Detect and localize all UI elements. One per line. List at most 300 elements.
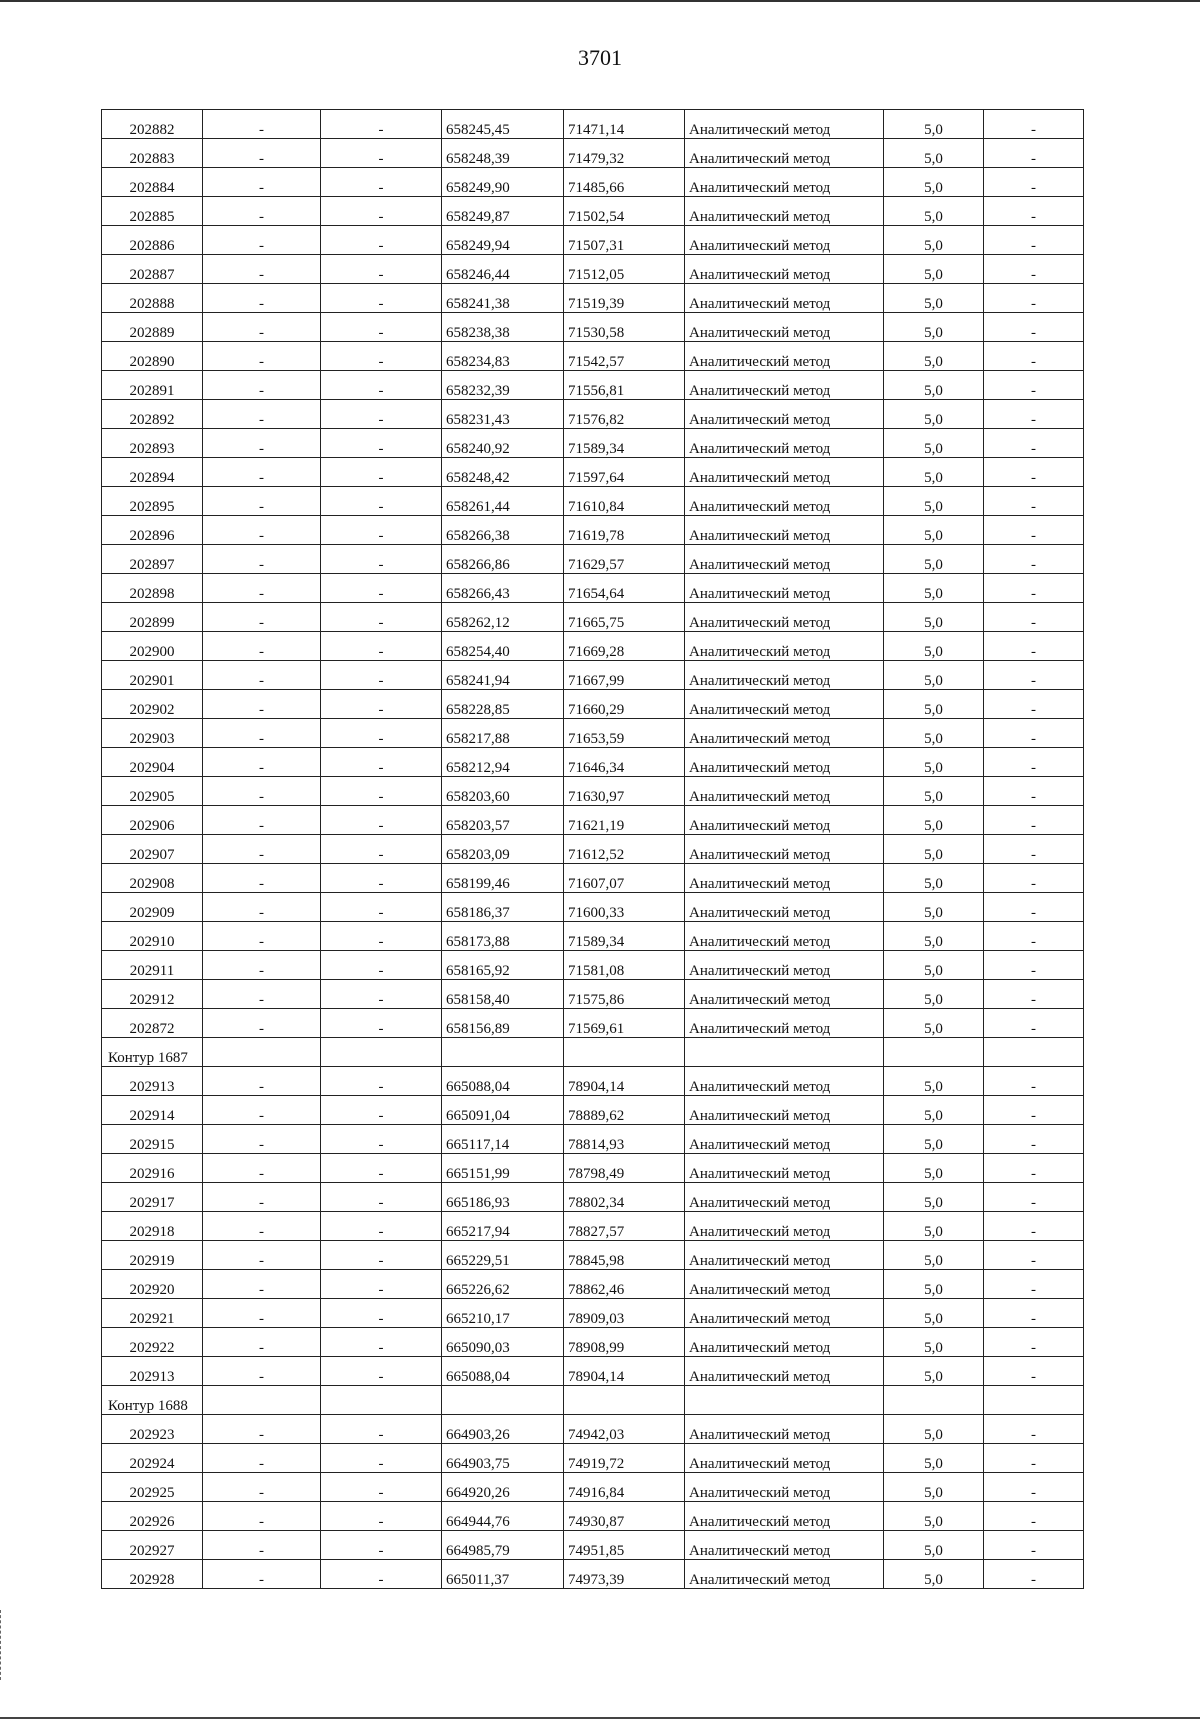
empty-cell (442, 1386, 564, 1415)
old-x-cell: - (203, 980, 321, 1009)
old-x-cell: - (203, 197, 321, 226)
contour-header-row (102, 1386, 1084, 1415)
old-y-cell: - (321, 1444, 442, 1473)
old-y-cell: - (321, 632, 442, 661)
old-x-cell: - (203, 1067, 321, 1096)
new-x-cell: 658203,09 (442, 835, 564, 864)
page-number: 3701 (578, 45, 622, 70)
new-y-cell: 71485,66 (564, 168, 685, 197)
description-cell: - (984, 110, 1084, 139)
accuracy-cell: 5,0 (884, 1473, 984, 1502)
table-row (102, 864, 1084, 893)
description-cell: - (984, 139, 1084, 168)
old-y-cell: - (321, 458, 442, 487)
old-x-cell: - (203, 226, 321, 255)
accuracy-cell: 5,0 (884, 1096, 984, 1125)
method-cell: Аналитический метод (685, 574, 884, 603)
point-number-cell: 202894 (102, 458, 203, 487)
point-number-cell: 202924 (102, 1444, 203, 1473)
old-x-cell: - (203, 1415, 321, 1444)
old-x-cell: - (203, 487, 321, 516)
new-y-cell: 71667,99 (564, 661, 685, 690)
description-cell: - (984, 1415, 1084, 1444)
description-cell: - (984, 719, 1084, 748)
accuracy-cell: 5,0 (884, 1183, 984, 1212)
point-number-cell: 202907 (102, 835, 203, 864)
method-cell: Аналитический метод (685, 1328, 884, 1357)
old-y-cell: - (321, 1299, 442, 1328)
new-y-cell: 71542,57 (564, 342, 685, 371)
old-x-cell: - (203, 1444, 321, 1473)
new-y-cell: 74942,03 (564, 1415, 685, 1444)
new-y-cell: 71581,08 (564, 951, 685, 980)
description-cell: - (984, 1444, 1084, 1473)
new-x-cell: 664903,75 (442, 1444, 564, 1473)
accuracy-cell: 5,0 (884, 458, 984, 487)
table-row (102, 1183, 1084, 1212)
new-y-cell: 78908,99 (564, 1328, 685, 1357)
method-cell: Аналитический метод (685, 1067, 884, 1096)
new-x-cell: 658173,88 (442, 922, 564, 951)
old-x-cell: - (203, 1125, 321, 1154)
point-number-cell: 202896 (102, 516, 203, 545)
old-y-cell: - (321, 661, 442, 690)
new-y-cell: 78862,46 (564, 1270, 685, 1299)
new-y-cell: 71630,97 (564, 777, 685, 806)
new-y-cell: 78802,34 (564, 1183, 685, 1212)
new-x-cell: 665229,51 (442, 1241, 564, 1270)
old-y-cell: - (321, 603, 442, 632)
method-cell: Аналитический метод (685, 458, 884, 487)
old-x-cell: - (203, 922, 321, 951)
description-cell: - (984, 1502, 1084, 1531)
point-number-cell: 202888 (102, 284, 203, 313)
table-row (102, 110, 1084, 139)
new-x-cell: 658217,88 (442, 719, 564, 748)
table-row (102, 1009, 1084, 1038)
old-y-cell: - (321, 429, 442, 458)
empty-cell (203, 1038, 321, 1067)
new-x-cell: 658249,87 (442, 197, 564, 226)
description-cell: - (984, 806, 1084, 835)
table-row (102, 922, 1084, 951)
method-cell: Аналитический метод (685, 284, 884, 313)
table-row (102, 545, 1084, 574)
old-y-cell: - (321, 1241, 442, 1270)
description-cell: - (984, 1096, 1084, 1125)
new-x-cell: 658165,92 (442, 951, 564, 980)
point-number-cell: 202909 (102, 893, 203, 922)
table-row (102, 342, 1084, 371)
accuracy-cell: 5,0 (884, 574, 984, 603)
accuracy-cell: 5,0 (884, 1560, 984, 1589)
method-cell: Аналитический метод (685, 719, 884, 748)
table-row (102, 1444, 1084, 1473)
accuracy-cell: 5,0 (884, 139, 984, 168)
description-cell: - (984, 690, 1084, 719)
old-y-cell: - (321, 1067, 442, 1096)
description-cell: - (984, 400, 1084, 429)
old-y-cell: - (321, 110, 442, 139)
accuracy-cell: 5,0 (884, 1009, 984, 1038)
old-y-cell: - (321, 1009, 442, 1038)
old-x-cell: - (203, 429, 321, 458)
new-x-cell: 658234,83 (442, 342, 564, 371)
method-cell: Аналитический метод (685, 1357, 884, 1386)
table-row (102, 777, 1084, 806)
point-number-cell: 202897 (102, 545, 203, 574)
old-y-cell: - (321, 400, 442, 429)
point-number-cell: 202926 (102, 1502, 203, 1531)
accuracy-cell: 5,0 (884, 1067, 984, 1096)
old-x-cell: - (203, 168, 321, 197)
old-x-cell: - (203, 864, 321, 893)
new-x-cell: 658241,94 (442, 661, 564, 690)
accuracy-cell: 5,0 (884, 1357, 984, 1386)
table-row (102, 400, 1084, 429)
accuracy-cell: 5,0 (884, 545, 984, 574)
table-row (102, 748, 1084, 777)
new-y-cell: 78889,62 (564, 1096, 685, 1125)
new-x-cell: 658262,12 (442, 603, 564, 632)
old-x-cell: - (203, 603, 321, 632)
old-x-cell: - (203, 806, 321, 835)
table-row (102, 1125, 1084, 1154)
description-cell: - (984, 1241, 1084, 1270)
old-x-cell: - (203, 777, 321, 806)
new-x-cell: 658249,94 (442, 226, 564, 255)
description-cell: - (984, 1357, 1084, 1386)
new-y-cell: 78814,93 (564, 1125, 685, 1154)
old-x-cell: - (203, 1096, 321, 1125)
new-y-cell: 71576,82 (564, 400, 685, 429)
point-number-cell: 202921 (102, 1299, 203, 1328)
new-y-cell: 71556,81 (564, 371, 685, 400)
table-row (102, 1299, 1084, 1328)
new-x-cell: 658186,37 (442, 893, 564, 922)
method-cell: Аналитический метод (685, 313, 884, 342)
description-cell: - (984, 748, 1084, 777)
old-y-cell: - (321, 1270, 442, 1299)
old-x-cell: - (203, 632, 321, 661)
method-cell: Аналитический метод (685, 632, 884, 661)
accuracy-cell: 5,0 (884, 1270, 984, 1299)
table-row (102, 719, 1084, 748)
table-row (102, 284, 1084, 313)
method-cell: Аналитический метод (685, 603, 884, 632)
accuracy-cell: 5,0 (884, 719, 984, 748)
method-cell: Аналитический метод (685, 400, 884, 429)
old-y-cell: - (321, 719, 442, 748)
point-number-cell: 202915 (102, 1125, 203, 1154)
accuracy-cell: 5,0 (884, 516, 984, 545)
old-x-cell: - (203, 371, 321, 400)
table-row (102, 1473, 1084, 1502)
new-y-cell: 71471,14 (564, 110, 685, 139)
old-y-cell: - (321, 197, 442, 226)
point-number-cell: 202892 (102, 400, 203, 429)
coordinates-table-body (102, 110, 1084, 1589)
old-x-cell: - (203, 313, 321, 342)
accuracy-cell: 5,0 (884, 893, 984, 922)
new-y-cell: 71575,86 (564, 980, 685, 1009)
empty-cell (203, 1386, 321, 1415)
old-x-cell: - (203, 1531, 321, 1560)
new-x-cell: 665091,04 (442, 1096, 564, 1125)
empty-cell (884, 1386, 984, 1415)
point-number-cell: 202906 (102, 806, 203, 835)
description-cell: - (984, 1270, 1084, 1299)
description-cell: - (984, 632, 1084, 661)
new-y-cell: 78904,14 (564, 1357, 685, 1386)
new-y-cell: 74973,39 (564, 1560, 685, 1589)
new-y-cell: 71621,19 (564, 806, 685, 835)
new-x-cell: 658212,94 (442, 748, 564, 777)
table-row (102, 1415, 1084, 1444)
method-cell: Аналитический метод (685, 1096, 884, 1125)
accuracy-cell: 5,0 (884, 1444, 984, 1473)
method-cell: Аналитический метод (685, 661, 884, 690)
method-cell: Аналитический метод (685, 748, 884, 777)
table-row (102, 226, 1084, 255)
new-y-cell: 71600,33 (564, 893, 685, 922)
old-y-cell: - (321, 545, 442, 574)
new-x-cell: 658261,44 (442, 487, 564, 516)
method-cell: Аналитический метод (685, 1473, 884, 1502)
description-cell: - (984, 951, 1084, 980)
old-y-cell: - (321, 806, 442, 835)
method-cell: Аналитический метод (685, 1444, 884, 1473)
old-x-cell: - (203, 690, 321, 719)
accuracy-cell: 5,0 (884, 748, 984, 777)
table-row (102, 1241, 1084, 1270)
contour-header-row (102, 1038, 1084, 1067)
description-cell: - (984, 1212, 1084, 1241)
table-row (102, 603, 1084, 632)
old-y-cell: - (321, 516, 442, 545)
accuracy-cell: 5,0 (884, 284, 984, 313)
accuracy-cell: 5,0 (884, 1154, 984, 1183)
new-x-cell: 665226,62 (442, 1270, 564, 1299)
new-x-cell: 665011,37 (442, 1560, 564, 1589)
contour-label: Контур 1688 (102, 1386, 203, 1415)
accuracy-cell: 5,0 (884, 777, 984, 806)
old-y-cell: - (321, 284, 442, 313)
old-y-cell: - (321, 313, 442, 342)
method-cell: Аналитический метод (685, 371, 884, 400)
old-x-cell: - (203, 1299, 321, 1328)
new-x-cell: 658266,43 (442, 574, 564, 603)
old-y-cell: - (321, 1183, 442, 1212)
new-x-cell: 658248,39 (442, 139, 564, 168)
accuracy-cell: 5,0 (884, 1125, 984, 1154)
description-cell: - (984, 226, 1084, 255)
point-number-cell: 202885 (102, 197, 203, 226)
description-cell: - (984, 284, 1084, 313)
point-number-cell: 202884 (102, 168, 203, 197)
point-number-cell: 202890 (102, 342, 203, 371)
point-number-cell: 202914 (102, 1096, 203, 1125)
new-y-cell: 71512,05 (564, 255, 685, 284)
old-x-cell: - (203, 1241, 321, 1270)
new-x-cell: 665151,99 (442, 1154, 564, 1183)
new-y-cell: 78845,98 (564, 1241, 685, 1270)
new-y-cell: 71589,34 (564, 922, 685, 951)
point-number-cell: 202887 (102, 255, 203, 284)
old-y-cell: - (321, 748, 442, 777)
old-x-cell: - (203, 1212, 321, 1241)
new-x-cell: 658199,46 (442, 864, 564, 893)
old-x-cell: - (203, 516, 321, 545)
description-cell: - (984, 835, 1084, 864)
table-row (102, 632, 1084, 661)
accuracy-cell: 5,0 (884, 1299, 984, 1328)
old-x-cell: - (203, 1357, 321, 1386)
old-y-cell: - (321, 951, 442, 980)
new-y-cell: 71610,84 (564, 487, 685, 516)
point-number-cell: 202913 (102, 1357, 203, 1386)
new-y-cell: 71530,58 (564, 313, 685, 342)
new-y-cell: 71597,64 (564, 458, 685, 487)
old-y-cell: - (321, 1154, 442, 1183)
description-cell: - (984, 893, 1084, 922)
new-x-cell: 658246,44 (442, 255, 564, 284)
new-y-cell: 78798,49 (564, 1154, 685, 1183)
new-x-cell: 658232,39 (442, 371, 564, 400)
new-y-cell: 71629,57 (564, 545, 685, 574)
method-cell: Аналитический метод (685, 139, 884, 168)
method-cell: Аналитический метод (685, 922, 884, 951)
new-y-cell: 78904,14 (564, 1067, 685, 1096)
old-x-cell: - (203, 110, 321, 139)
method-cell: Аналитический метод (685, 864, 884, 893)
table-row (102, 371, 1084, 400)
table-row (102, 980, 1084, 1009)
point-number-cell: 202916 (102, 1154, 203, 1183)
old-x-cell: - (203, 574, 321, 603)
accuracy-cell: 5,0 (884, 110, 984, 139)
method-cell: Аналитический метод (685, 951, 884, 980)
description-cell: - (984, 1125, 1084, 1154)
accuracy-cell: 5,0 (884, 342, 984, 371)
method-cell: Аналитический метод (685, 1299, 884, 1328)
empty-cell (685, 1386, 884, 1415)
old-y-cell: - (321, 1560, 442, 1589)
table-row (102, 690, 1084, 719)
new-y-cell: 71612,52 (564, 835, 685, 864)
old-y-cell: - (321, 574, 442, 603)
empty-cell (884, 1038, 984, 1067)
method-cell: Аналитический метод (685, 545, 884, 574)
empty-cell (442, 1038, 564, 1067)
table-row (102, 1067, 1084, 1096)
description-cell: - (984, 313, 1084, 342)
table-row (102, 1502, 1084, 1531)
point-number-cell: 202903 (102, 719, 203, 748)
new-x-cell: 658203,57 (442, 806, 564, 835)
old-x-cell: - (203, 1473, 321, 1502)
new-x-cell: 665210,17 (442, 1299, 564, 1328)
scan-left-edge (0, 1610, 3, 1680)
new-y-cell: 71507,31 (564, 226, 685, 255)
table-row (102, 487, 1084, 516)
description-cell: - (984, 864, 1084, 893)
old-x-cell: - (203, 1183, 321, 1212)
point-number-cell: 202927 (102, 1531, 203, 1560)
old-x-cell: - (203, 951, 321, 980)
method-cell: Аналитический метод (685, 893, 884, 922)
old-x-cell: - (203, 1502, 321, 1531)
old-y-cell: - (321, 1096, 442, 1125)
description-cell: - (984, 603, 1084, 632)
old-y-cell: - (321, 864, 442, 893)
new-x-cell: 664903,26 (442, 1415, 564, 1444)
accuracy-cell: 5,0 (884, 603, 984, 632)
method-cell: Аналитический метод (685, 487, 884, 516)
method-cell: Аналитический метод (685, 342, 884, 371)
old-x-cell: - (203, 1270, 321, 1299)
old-y-cell: - (321, 1531, 442, 1560)
method-cell: Аналитический метод (685, 1270, 884, 1299)
accuracy-cell: 5,0 (884, 168, 984, 197)
method-cell: Аналитический метод (685, 197, 884, 226)
empty-cell (321, 1038, 442, 1067)
table-row (102, 458, 1084, 487)
method-cell: Аналитический метод (685, 168, 884, 197)
new-x-cell: 665088,04 (442, 1357, 564, 1386)
method-cell: Аналитический метод (685, 835, 884, 864)
new-x-cell: 658241,38 (442, 284, 564, 313)
old-y-cell: - (321, 1357, 442, 1386)
description-cell: - (984, 458, 1084, 487)
point-number-cell: 202904 (102, 748, 203, 777)
method-cell: Аналитический метод (685, 777, 884, 806)
accuracy-cell: 5,0 (884, 951, 984, 980)
old-y-cell: - (321, 487, 442, 516)
description-cell: - (984, 980, 1084, 1009)
new-x-cell: 658254,40 (442, 632, 564, 661)
accuracy-cell: 5,0 (884, 922, 984, 951)
point-number-cell: 202886 (102, 226, 203, 255)
point-number-cell: 202911 (102, 951, 203, 980)
accuracy-cell: 5,0 (884, 632, 984, 661)
old-x-cell: - (203, 748, 321, 777)
description-cell: - (984, 429, 1084, 458)
old-x-cell: - (203, 342, 321, 371)
table-row (102, 255, 1084, 284)
point-number-cell: 202910 (102, 922, 203, 951)
old-y-cell: - (321, 1212, 442, 1241)
table-row (102, 951, 1084, 980)
point-number-cell: 202908 (102, 864, 203, 893)
method-cell: Аналитический метод (685, 806, 884, 835)
new-y-cell: 71653,59 (564, 719, 685, 748)
point-number-cell: 202928 (102, 1560, 203, 1589)
description-cell: - (984, 516, 1084, 545)
method-cell: Аналитический метод (685, 255, 884, 284)
description-cell: - (984, 1183, 1084, 1212)
new-y-cell: 74916,84 (564, 1473, 685, 1502)
new-x-cell: 658228,85 (442, 690, 564, 719)
table-row (102, 1328, 1084, 1357)
method-cell: Аналитический метод (685, 1560, 884, 1589)
point-number-cell: 202923 (102, 1415, 203, 1444)
old-y-cell: - (321, 1502, 442, 1531)
point-number-cell: 202917 (102, 1183, 203, 1212)
accuracy-cell: 5,0 (884, 371, 984, 400)
old-y-cell: - (321, 893, 442, 922)
point-number-cell: 202919 (102, 1241, 203, 1270)
